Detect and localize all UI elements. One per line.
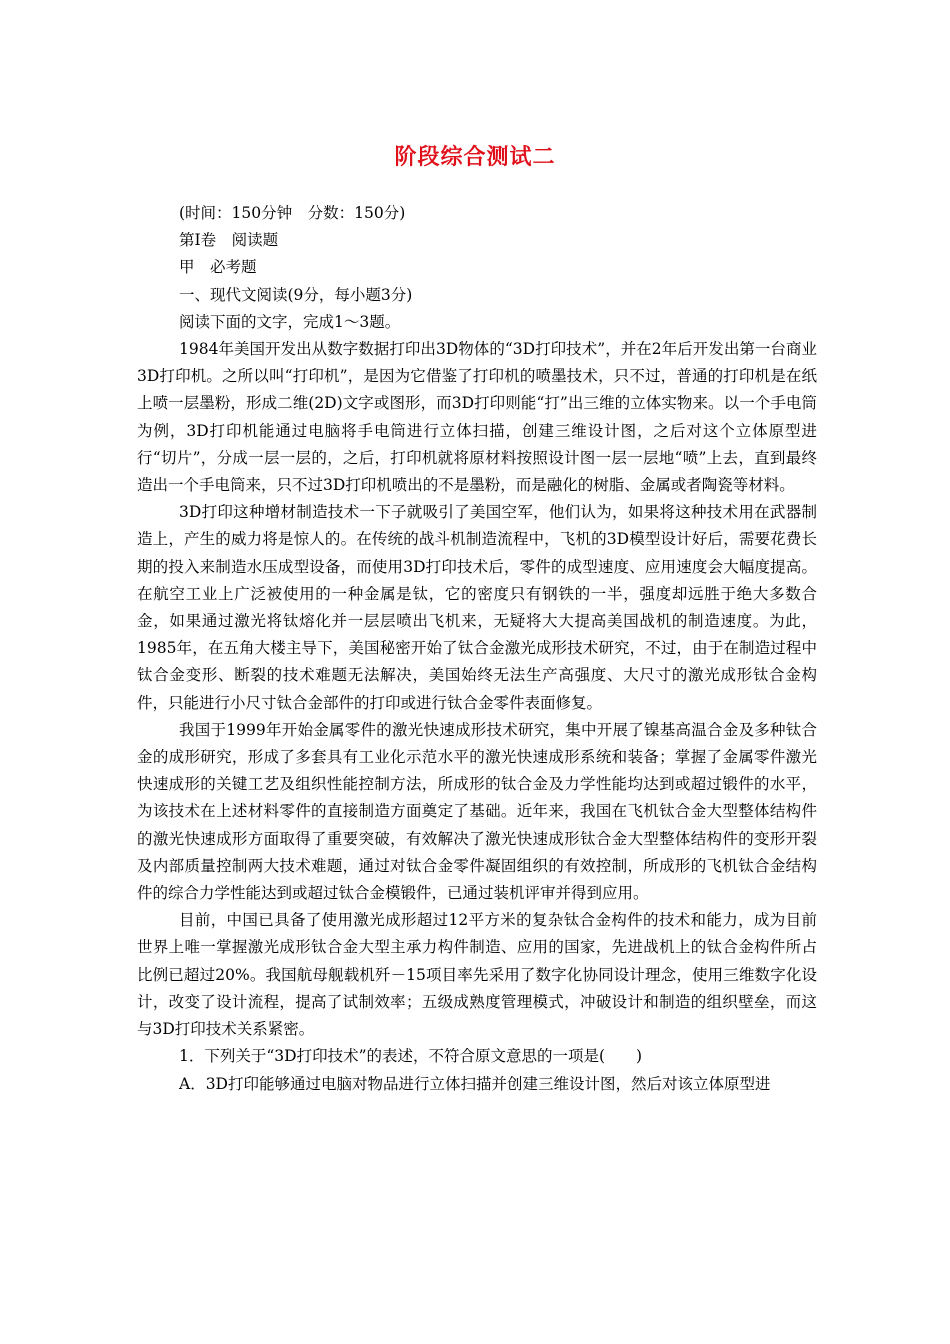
reading-instruction: 阅读下面的文字，完成1～3题。 [179,312,401,331]
paragraph-1: 1984年美国开发出从数字数据打印出3D物体的“3D打印技术”，并在2年后开发出第一台商业3D打印机。之所以叫“打印机”，是因为它借鉴了打印机的喷墨技术，只不过，普通的打印机是在纸上喷一层墨粉，形成二维(2D)文字或图形，而3D打印则能“打”出三维的立体实物来。以一个手电筒为例，3D打印机能通过电脑将手电筒进行立体扫描，创建三维设计图，之后对这个立体原型进行“切片”，分成一层一层的，之后，打印机就将原材料按照设计图一层一层地“喷”上去，直到最终造出一个手电筒来，只不过3D打印机喷出的不是墨粉，而是融化的树脂、金属或者陶瓷等材料。 [137,340,817,495]
paragraph-2: 3D打印这种增材制造技术一下子就吸引了美国空军，他们认为，如果将这种技术用在武器制造上，产生的威力将是惊人的。在传统的战斗机制造流程中，飞机的3D模型设计好后，需要花费长期的投入来制造水压成型设备，而使用3D打印技术后，零件的成型速度、应用速度会大幅度提高。在航空工业上广泛被使用的一种金属是钛，它的密度只有钢铁的一半，强度却远胜于绝大多数合金，如果通过激光将钛熔化并一层层喷出飞机来，无疑将大大提高美国战机的制造速度。为此，1985年，在五角大楼主导下，美国秘密开始了钛合金激光成形技术研究，不过，由于在制造过程中钛合金变形、断裂的技术难题无法解决，美国始终无法生产高强度、大尺寸的激光成形钛合金构件，只能进行小尺寸钛合金部件的打印或进行钛合金零件表面修复。 [137,503,817,712]
part-heading: 一、现代文阅读(9分，每小题3分) [179,285,413,304]
question-1: 1．下列关于“3D打印技术”的表述，不符合原文意思的一项是( ) [179,1047,643,1066]
volume-heading: 第Ⅰ卷 阅读题 [179,231,279,250]
exam-meta: (时间：150分钟 分数：150分) [179,204,406,222]
section-heading: 甲 必考题 [179,258,257,277]
question-1-option-a: A．3D打印能够通过电脑对物品进行立体扫描并创建三维设计图，然后对该立体原型进 [179,1074,771,1093]
paragraph-3: 我国于1999年开始金属零件的激光快速成形技术研究，集中开展了镍基高温合金及多种钛合金的成形研究，形成了多套具有工业化示范水平的激光快速成形系统和装备；掌握了金属零件激光快速成形的关键工艺及组织性能控制方法，所成形的钛合金及力学性能均达到或超过锻件的水平，为该技术在上述材料零件的直接制造方面奠定了基础。近年来，我国在飞机钛合金大型整体结构件的激光快速成形方面取得了重要突破，有效解决了激光快速成形钛合金大型整体结构件的变形开裂及内部质量控制两大技术难题，通过对钛合金零件凝固组织的有效控制，所成形的飞机钛合金结构件的综合力学性能达到或超过钛合金模锻件，已通过装机评审并得到应用。 [137,720,817,903]
paragraph-4: 目前，中国已具备了使用激光成形超过12平方米的复杂钛合金构件的技术和能力，成为目前世界上唯一掌握激光成形钛合金大型主承力构件制造、应用的国家，先进战机上的钛合金构件所占比例已超过20%。我国航母舰载机歼－15项目率先采用了数字化协同设计理念，使用三维数字化设计，改变了设计流程，提高了试制效率；五级成熟度管理模式，冲破设计和制造的组织壁垒，而这与3D打印技术关系紧密。 [137,911,817,1039]
document-body [137,200,817,1098]
document-title: 阶段综合测试二 [394,145,556,170]
